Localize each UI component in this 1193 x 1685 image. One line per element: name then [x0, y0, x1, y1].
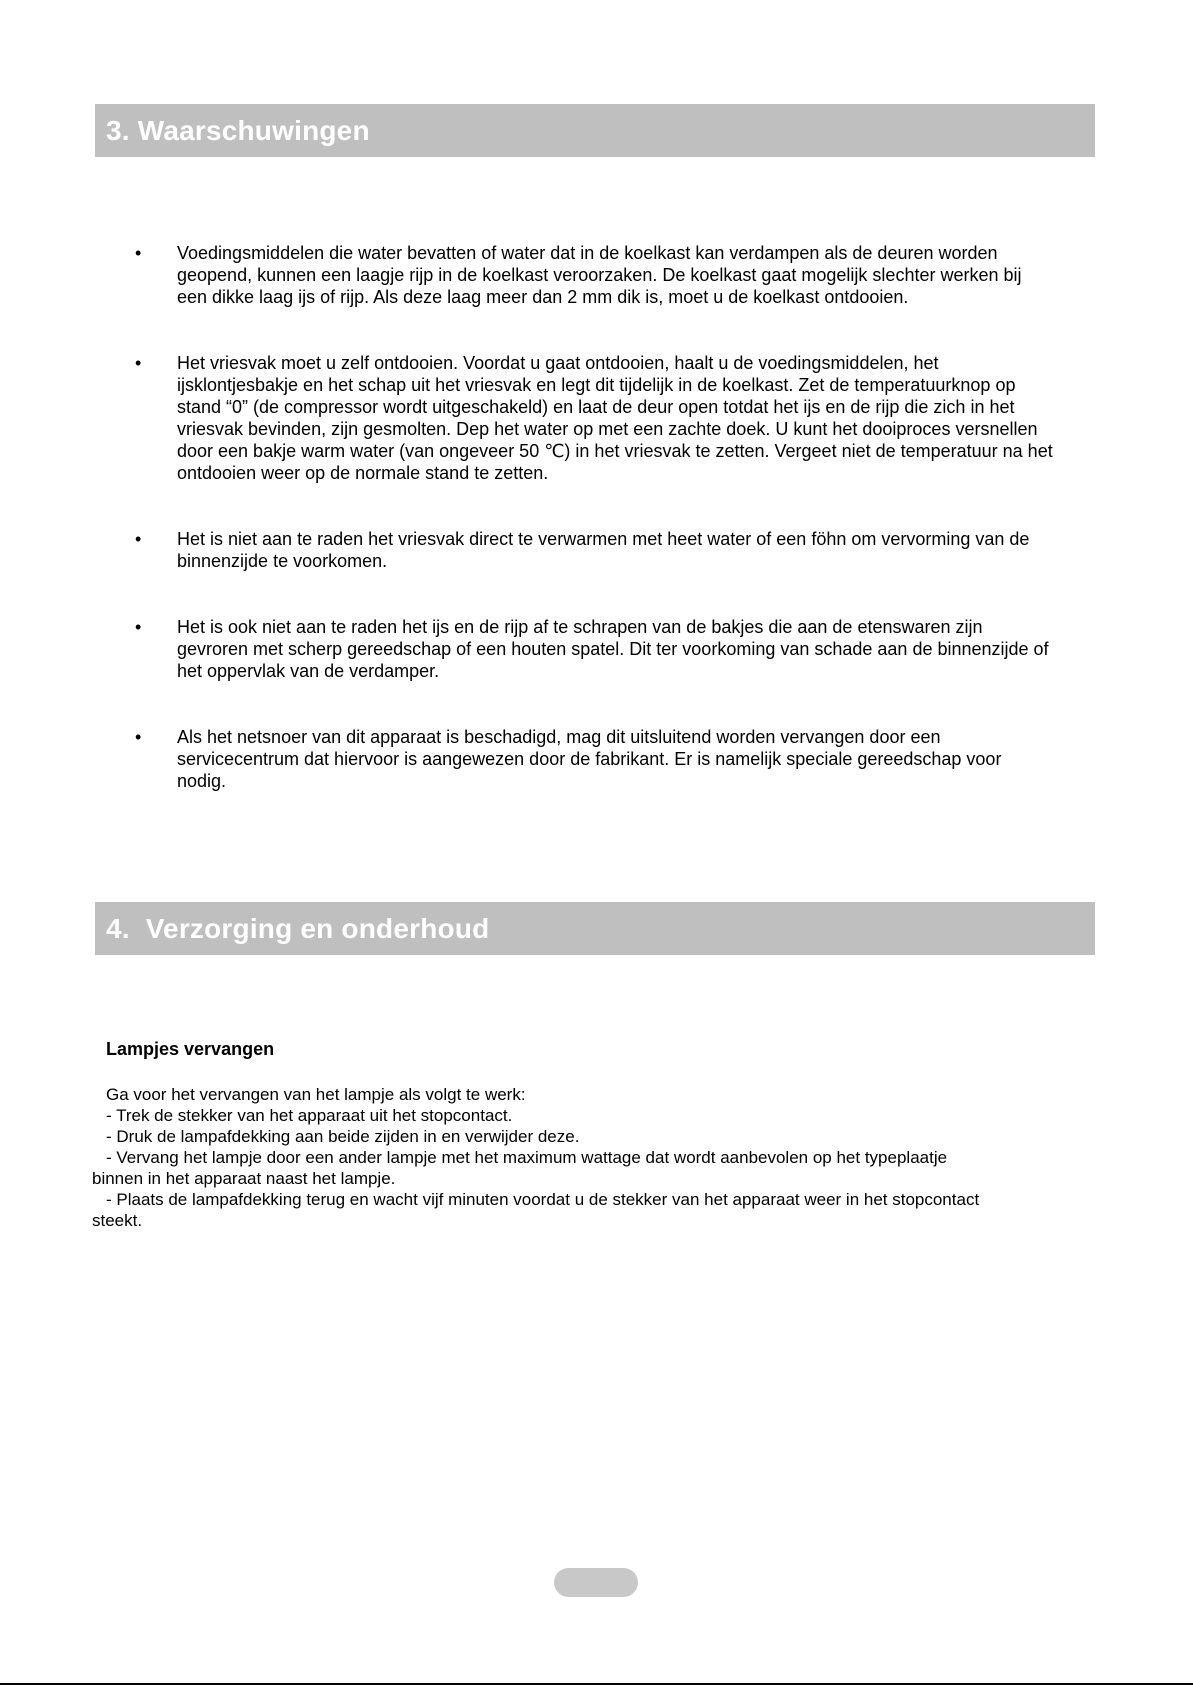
warning-item [135, 528, 1055, 572]
bullet-icon: • [135, 353, 142, 373]
warning-text: Het is niet aan te raden het vriesvak direct te verwarmen met heet water of een föhn om vervorming van de binnenzijde te voorkomen. [177, 529, 1030, 571]
warning-text: Voedingsmiddelen die water bevatten of water dat in de koelkast kan verdampen als de deuren worden geopend, kunnen een laagje rijp in de koelkast veroorzaken. De koelkast gaat mogelijk slechter werken bij een dikke laag ijs of rijp. Als deze laag meer dan 2 mm dik is, moet u de koelkast ontdooien. [177, 243, 1022, 307]
warnings-list [135, 242, 1055, 792]
warning-text: Als het netsnoer van dit apparaat is beschadigd, mag dit uitsluitend worden vervangen door een servicecentrum dat hiervoor is aangewezen door de fabrikant. Er is namelijk speciale gereedschap voor nodig. [177, 727, 1002, 791]
page-number-pill [554, 1568, 638, 1597]
lamp-instructions [92, 1084, 1092, 1231]
bullet-icon: • [135, 529, 142, 549]
warning-text: Het is ook niet aan te raden het ijs en de rijp af te schrapen van de bakjes die aan de etenswaren zijn gevroren met scherp gereedschap of een houten spatel. Dit ter voorkoming van schade aan de binnenzijde of het oppervlak van de verdamper. [177, 617, 1049, 681]
warning-text: Het vriesvak moet u zelf ontdooien. Voordat u gaat ontdooien, haalt u de voedingsmiddelen, het ijsklontjesbakje en het schap uit het vriesvak en legt dit tijdelijk in de koelkast. Zet de temperatuurknop op stand “0” (de compressor wordt uitgeschakeld) en laat de deur open totdat het ijs en de rijp die zich in het vriesvak bevinden, zijn gesmolten. Dep het water op met een zachte doek. U kunt het dooiproces versnellen door een bakje warm water (van ongeveer 50 ℃) in het vriesvak te zetten. Vergeet niet de temperatuur na het ontdooien weer op de normale stand te zetten. [177, 353, 1053, 483]
instruction-intro: Ga voor het vervangen van het lampje als volgt te werk: [106, 1085, 526, 1104]
instruction-step-continued: binnen in het apparaat naast het lampje. [92, 1169, 396, 1188]
section-3-title: 3. Waarschuwingen [106, 114, 370, 146]
section-4-title: 4. Verzorging en onderhoud [106, 912, 490, 944]
instruction-step: - Trek de stekker van het apparaat uit het stopcontact. [106, 1106, 513, 1125]
bullet-icon: • [135, 727, 142, 747]
instruction-step: - Vervang het lampje door een ander lampje met het maximum wattage dat wordt aanbevolen op het typeplaatje [106, 1148, 948, 1167]
subheading-lamp-replacement: Lampjes vervangen [106, 1039, 275, 1059]
bullet-icon: • [135, 617, 142, 637]
warning-item [135, 726, 1055, 792]
instruction-step: - Druk de lampafdekking aan beide zijden in en verwijder deze. [106, 1127, 580, 1146]
warning-item [135, 352, 1055, 484]
section-4-header [95, 902, 1095, 955]
section-3-header [95, 104, 1095, 157]
warning-item [135, 242, 1055, 308]
instruction-step: - Plaats de lampafdekking terug en wacht vijf minuten voordat u de stekker van het apparaat weer in het stopcontact [106, 1190, 980, 1209]
bullet-icon: • [135, 243, 142, 263]
instruction-step-continued: steekt. [92, 1211, 143, 1230]
warning-item [135, 616, 1055, 682]
